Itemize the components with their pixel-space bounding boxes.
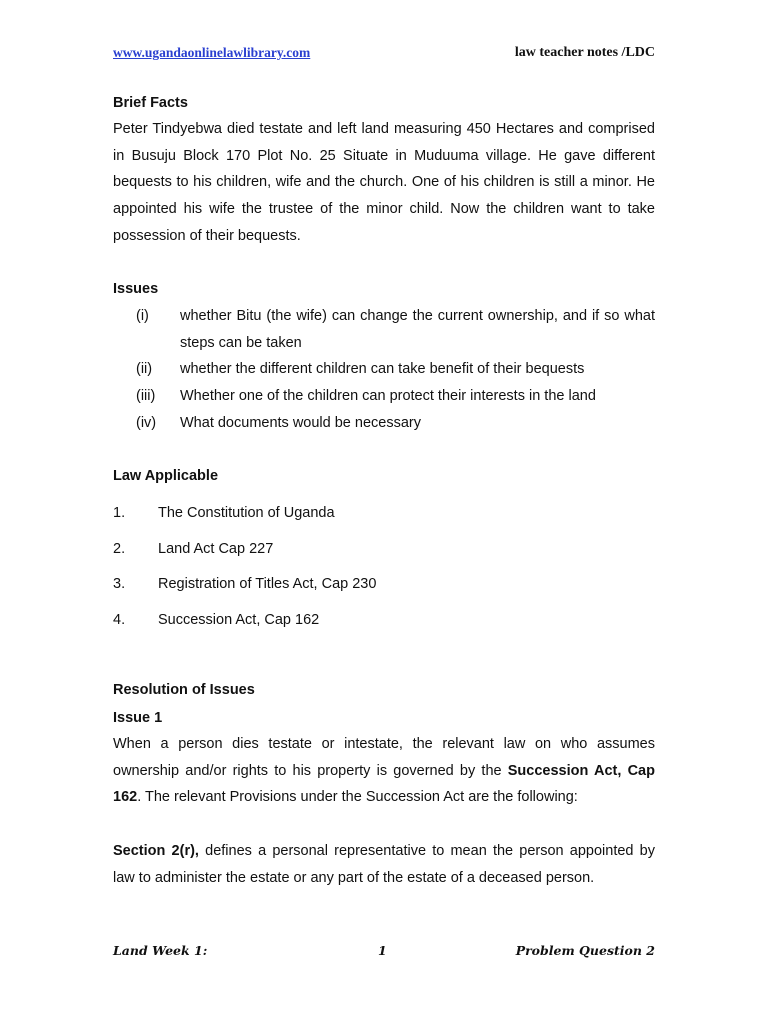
footer-right: Problem Question 2 xyxy=(515,943,655,958)
law-text: Registration of Titles Act, Cap 230 xyxy=(158,576,377,592)
paragraph-text: defines a personal representative to mean the person appointed by law to administer the estate or any part of the estate of a deceased person. xyxy=(113,843,655,886)
law-text: Succession Act, Cap 162 xyxy=(158,612,320,628)
page-number: 1 xyxy=(378,943,387,958)
law-text: The Constitution of Uganda xyxy=(158,505,335,521)
law-number: 3. xyxy=(113,576,126,592)
law-number: 1. xyxy=(113,505,126,521)
law-text: Land Act Cap 227 xyxy=(158,541,274,557)
brief-facts-paragraph: Peter Tindyebwa died testate and left land measuring 450 Hectares and comprised in Busuju Block 170 Plot No. 25 Situate in Muduuma village. He gave different bequests to his children, wife and the church. One of his children is still a minor. He appointed his wife the trustee of the minor child. Now the children want to take possession of their bequests. xyxy=(113,121,655,244)
issue-number: (iii) xyxy=(136,388,156,404)
issue-text: Whether one of the children can protect their interests in the land xyxy=(180,388,596,404)
succession-act-reference: Succession Act, Cap 162 xyxy=(113,762,655,806)
law-number: 2. xyxy=(113,541,126,557)
footer-left: Land Week 1: xyxy=(113,943,208,958)
law-number: 4. xyxy=(113,612,126,628)
issue-text: What documents would be necessary xyxy=(180,415,421,431)
website-link[interactable]: www.ugandaonlinelawlibrary.com xyxy=(113,45,311,60)
resolution-heading: Resolution of Issues xyxy=(113,682,255,698)
paragraph-text: When a person dies testate or intestate, the relevant law on who assumes ownership and/or rights to his property is governed by the xyxy=(113,736,655,779)
issue-number: (i) xyxy=(136,308,149,324)
issue-number: (iv) xyxy=(136,415,157,431)
issue-1-heading: Issue 1 xyxy=(113,710,163,726)
issue-text: whether the different children can take benefit of their bequests xyxy=(180,361,585,377)
header-label: law teacher notes /LDC xyxy=(514,45,655,60)
resolution-paragraph-2 xyxy=(113,838,655,891)
brief-facts-heading: Brief Facts xyxy=(113,95,188,111)
issue-text: whether Bitu (the wife) can change the current ownership, and if so what steps can be taken xyxy=(180,308,655,351)
law-applicable-heading: Law Applicable xyxy=(113,468,219,484)
section-reference: Section 2(r), xyxy=(113,843,199,859)
paragraph-text: . The relevant Provisions under the Succession Act are the following: xyxy=(137,789,578,806)
issues-heading: Issues xyxy=(113,281,159,297)
issue-number: (ii) xyxy=(136,361,153,377)
resolution-paragraph-1 xyxy=(113,731,655,811)
